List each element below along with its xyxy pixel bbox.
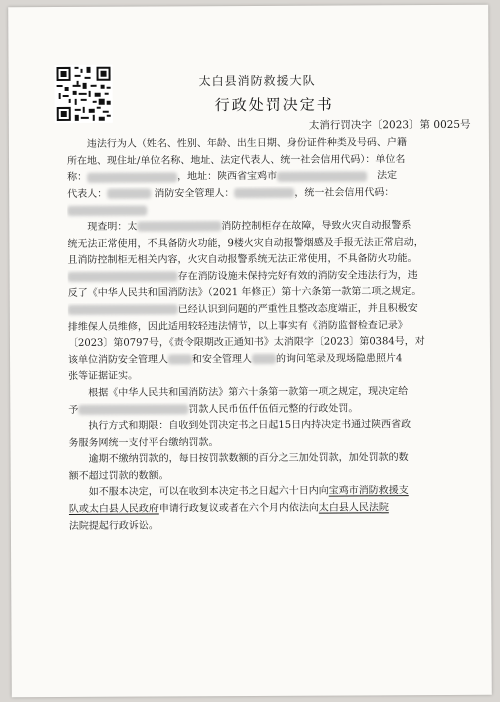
- text-line: 务服务网统一支付平台缴纳罚款。: [68, 436, 219, 449]
- text-line: 该单位消防安全管理人 和安全管理人 的询问笔录及现场隐患照片4: [68, 352, 403, 366]
- redacted-block: [107, 189, 151, 199]
- qr-code: [54, 65, 112, 123]
- text-line: 根据《中华人民共和国消防法》第六十条第一款第一项之规定，现决定给: [88, 386, 409, 399]
- redacted-block: [68, 272, 178, 283]
- issuing-agency: 太白县消防救援大队: [198, 73, 316, 89]
- text-line: 如不服本决定，可以在收到本决定书之日起六十日内向宝鸡市消防救援支: [88, 485, 409, 499]
- text-line: 〔2023〕第0797号，《责令限期改正通知书》太消限字〔2023〕第0384号，对: [67, 336, 425, 350]
- redacted-block: [277, 171, 367, 181]
- text-line: 排维保人员维修，因此适用较轻违法情节，以上事实有《消防监督检查记录》: [67, 319, 408, 333]
- document-body: [67, 135, 461, 535]
- text-line: 执行方式和期限：自收到处罚决定书之日起15日内持决定书通过陕西省政: [88, 419, 412, 432]
- redacted-block: [78, 404, 188, 415]
- text-line: 法院提起行政诉讼。: [68, 520, 159, 532]
- text-line: [67, 201, 459, 220]
- redacted-block: [252, 354, 276, 364]
- text-line: 且消防控制柜无相关内容，火灾自动报警系统无法正常使用，不具备防火功能。: [67, 253, 418, 267]
- text-line: 代表人： 消防安全管理人： ，统一社会信用代码：: [67, 187, 395, 200]
- document-title: 行政处罚决定书: [214, 95, 334, 115]
- redacted-block: [68, 305, 178, 316]
- text-line: 额不超过罚款的数额。: [68, 470, 169, 482]
- redacted-block: [168, 355, 192, 365]
- redacted-block: [87, 172, 177, 182]
- redacted-block: [137, 222, 221, 232]
- text-line: 已经认识到问题的严重性且整改态度端正，并且积极安: [68, 301, 460, 320]
- text-line: 统无法正常使用，不具备防火功能，9楼火灾自动报警烟感及手报无法正常启动，: [67, 236, 424, 250]
- text-line: 存在消防设施未保持完好有效的消防安全违法行为，违: [68, 268, 460, 287]
- text-line: 现查明：太 消防控制柜存在故障，导致火灾自动报警系: [87, 220, 412, 233]
- text-line: 反了《中华人民共和国消防法》（2021 年修正）第十六条第一款第二项之规定。: [67, 286, 422, 300]
- text-line: 违法行为人（姓名、性别、年龄、出生日期、身份证件种类及号码、户籍: [86, 137, 407, 150]
- text-line: 张等证据证实。: [68, 370, 139, 383]
- redacted-block: [67, 205, 147, 215]
- text-line: 称： ，地址：陕西省宝鸡市 法定: [67, 170, 398, 184]
- text-line: 逾期不缴纳罚款的，每日按罚款数额的百分之三加处罚款，加处罚款的数: [88, 452, 409, 466]
- text-line: 予 罚款人民币伍仟伍佰元整的行政处罚。: [68, 402, 359, 416]
- redacted-block: [234, 188, 294, 198]
- document-page: [8, 5, 492, 698]
- text-line: 队或太白县人民政府申请行政复议或者在六个月内依法向太白县人民法院: [68, 502, 389, 516]
- qr-code-graphic: [54, 65, 112, 123]
- document-number: 太消行罚决字〔2023〕第 0025号: [308, 118, 471, 132]
- text-line: 所在地、现住址/单位名称、地址、法定代表人、统一社会信用代码）：单位名: [66, 153, 406, 167]
